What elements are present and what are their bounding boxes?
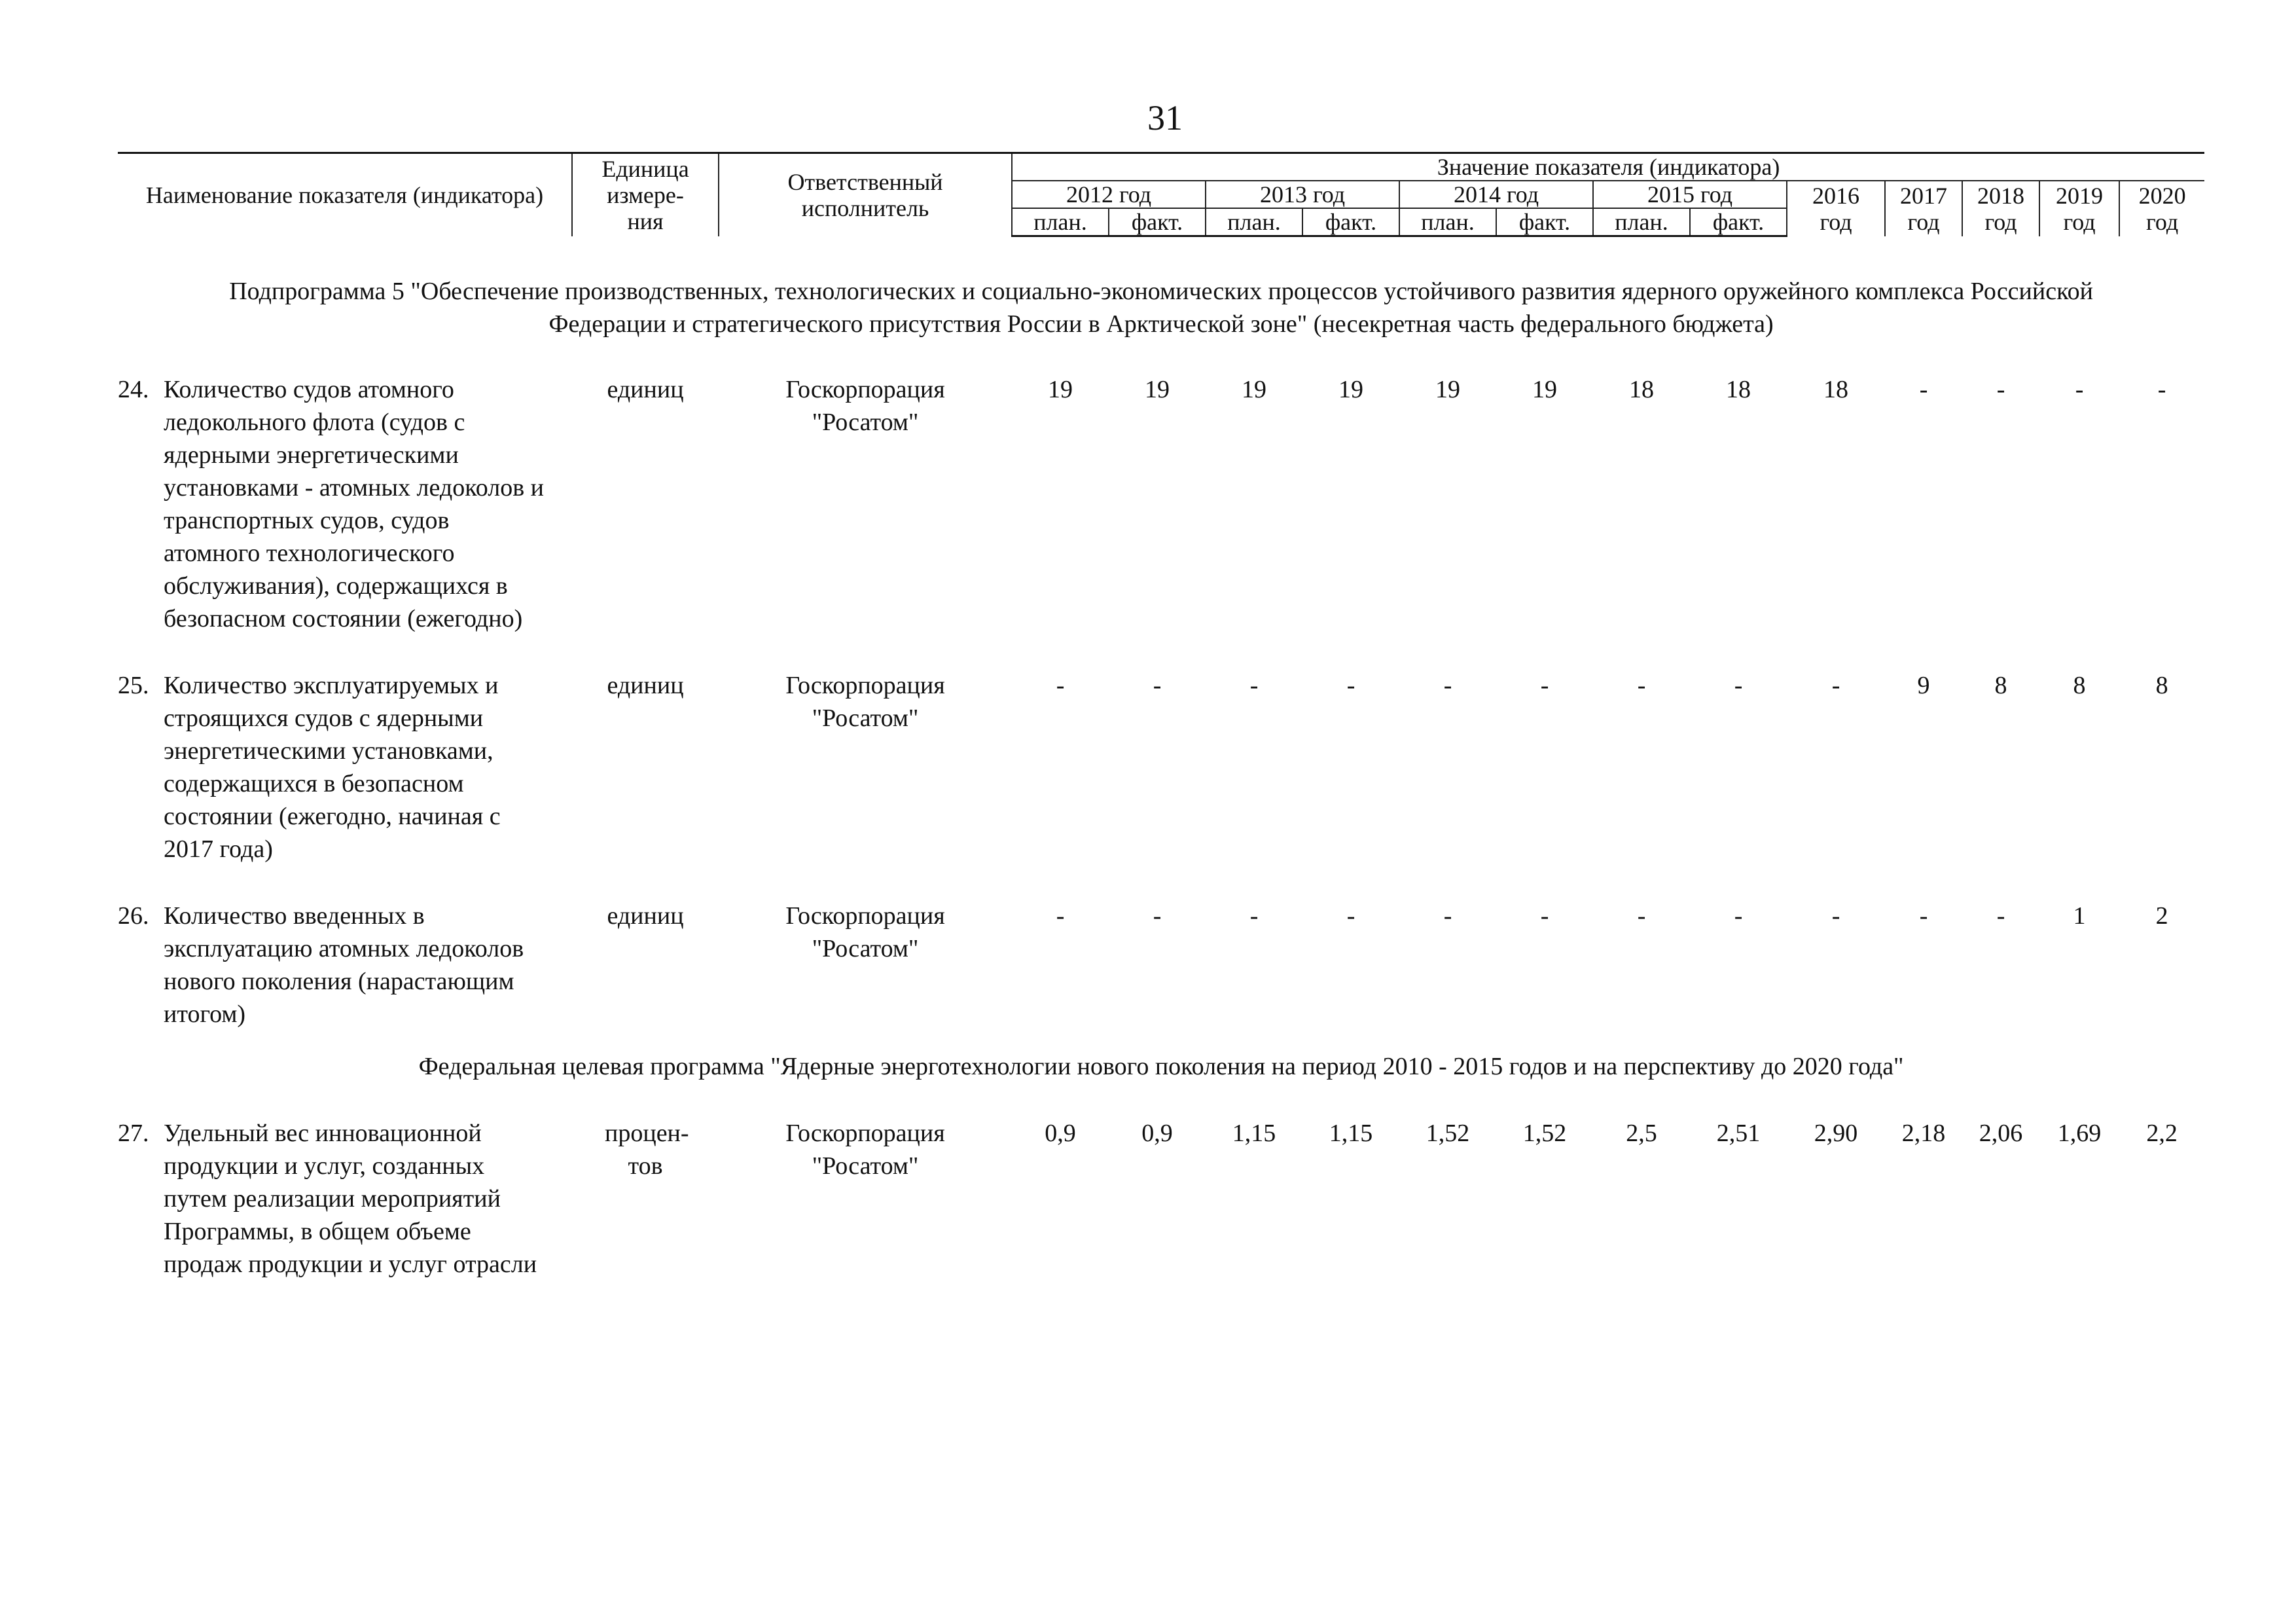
header-year-2020 — [2119, 181, 2204, 236]
header-year-2016-num: 2016 — [1812, 182, 1860, 209]
row-number: 25. — [118, 672, 149, 699]
value-2013-plan: 19 — [1242, 376, 1267, 403]
header-year-2019-word: год — [2063, 208, 2096, 235]
value-2019: 1,69 — [2057, 1120, 2102, 1147]
value-2020: 8 — [2155, 672, 2168, 699]
value-2013-plan: 1,15 — [1232, 1120, 1276, 1147]
value-2014-fact: 19 — [1532, 376, 1558, 403]
value-2012-plan: 19 — [1048, 376, 1073, 403]
value-2012-plan: 0,9 — [1045, 1120, 1076, 1147]
value-2013-fact: - — [1346, 902, 1355, 930]
value-2012-fact: 0,9 — [1141, 1120, 1173, 1147]
value-2014-fact: 1,52 — [1522, 1120, 1567, 1147]
value-2014-plan: 1,52 — [1426, 1120, 1470, 1147]
value-2017: 2,18 — [1901, 1120, 1946, 1147]
unit-cell: единиц — [607, 902, 684, 930]
value-2020: 2 — [2155, 902, 2168, 930]
section-title-row — [118, 1030, 2204, 1117]
row-gap — [118, 866, 2204, 900]
value-2018: 2,06 — [1979, 1120, 2023, 1147]
header-fact-2015: факт. — [1690, 208, 1787, 236]
section-title: Подпрограмма 5 "Обеспечение производственных, технологических и социально-экономических процессов устойчивого развития ядерного оружейного комплекса Российской Федерации и стратегического присутствия России в Арктической зоне" (несекретная часть федерального бюджета) — [229, 278, 2093, 338]
row-number: 24. — [118, 376, 149, 403]
value-2014-plan: - — [1443, 902, 1452, 930]
value-2017: 9 — [1917, 672, 1930, 699]
header-unit-line-2: измере- — [607, 181, 684, 208]
header-year-2016 — [1787, 181, 1885, 236]
header-year-2019-num: 2019 — [2056, 182, 2104, 209]
value-2018: - — [1996, 902, 2005, 930]
value-2016: 2,90 — [1814, 1120, 1858, 1147]
value-2019: 8 — [2073, 672, 2086, 699]
value-2012-plan: - — [1056, 672, 1065, 699]
header-unit — [572, 153, 719, 236]
value-2012-fact: - — [1153, 672, 1162, 699]
table-row — [118, 373, 2204, 635]
header-plan-2013: план. — [1206, 208, 1302, 236]
value-2015-fact: - — [1734, 902, 1743, 930]
value-2013-fact: - — [1346, 672, 1355, 699]
header-year-2015: 2015 год — [1593, 181, 1787, 208]
value-2016: - — [1831, 902, 1840, 930]
header-year-2018-num: 2018 — [1977, 182, 2025, 209]
row-number: 27. — [118, 1120, 149, 1147]
header-plan-2015: план. — [1593, 208, 1690, 236]
header-year-2014: 2014 год — [1399, 181, 1593, 208]
page-number: 31 — [1147, 98, 1183, 137]
value-2017: - — [1919, 376, 1928, 403]
indicators-table — [118, 152, 2204, 1281]
header-fact-2012: факт. — [1109, 208, 1206, 236]
value-2015-plan: 2,5 — [1626, 1120, 1657, 1147]
header-fact-2014: факт. — [1496, 208, 1593, 236]
value-2020: - — [2157, 376, 2166, 403]
header-year-2017-num: 2017 — [1900, 182, 1948, 209]
header-year-2016-word: год — [1820, 208, 1852, 235]
header-plan-2014: план. — [1399, 208, 1496, 236]
value-2013-plan: - — [1249, 902, 1259, 930]
row-gap — [118, 635, 2204, 669]
value-2020: 2,2 — [2146, 1120, 2178, 1147]
header-year-2013: 2013 год — [1206, 181, 1399, 208]
section-title: Федеральная целевая программа "Ядерные энерготехнологии нового поколения на период 2010 - 2015 годов и на перспективу до 2020 года" — [418, 1053, 1904, 1080]
table-row — [118, 900, 2204, 1030]
header-year-2018-word: год — [1984, 208, 2017, 235]
header-year-2018 — [1962, 181, 2039, 236]
value-2015-plan: 18 — [1629, 376, 1655, 403]
value-2018: 8 — [1994, 672, 2007, 699]
header-fact-2013: факт. — [1302, 208, 1399, 236]
value-2015-fact: 2,51 — [1716, 1120, 1761, 1147]
indicator-name: Удельный вес инновационной продукции и услуг, созданных путем реализации мероприятий Программы, в общем объеме продаж продукции и услуг отрасли — [164, 1120, 537, 1278]
table-row — [118, 669, 2204, 866]
unit-cell: процен-тов — [605, 1120, 689, 1180]
indicator-name: Количество судов атомного ледокольного флота (судов с ядерными энергетическими установками - атомных ледоколов и транспортных судов, судов атомного технологического обслуживания), содержащихся в безопасном состоянии (ежегодно) — [164, 376, 544, 632]
header-name: Наименование показателя (индикатора) — [118, 153, 572, 236]
unit-cell: единиц — [607, 672, 684, 699]
header-plan-2012: план. — [1012, 208, 1109, 236]
responsible-cell: Госкорпорация "Росатом" — [785, 1120, 945, 1180]
value-2012-fact: 19 — [1145, 376, 1170, 403]
value-2016: 18 — [1823, 376, 1849, 403]
table-row — [118, 1117, 2204, 1281]
section-title-row — [118, 236, 2204, 374]
value-2019: - — [2075, 376, 2084, 403]
value-2012-plan: - — [1056, 902, 1065, 930]
header-year-2017-word: год — [1907, 208, 1940, 235]
value-2014-fact: - — [1540, 902, 1549, 930]
value-2015-plan: - — [1637, 672, 1646, 699]
header-unit-line-3: ния — [627, 208, 664, 234]
value-2015-fact: - — [1734, 672, 1743, 699]
value-2014-plan: - — [1443, 672, 1452, 699]
indicator-name: Количество эксплуатируемых и строящихся судов с ядерными энергетическими установками, содержащихся в безопасном состоянии (ежегодно, начиная с 2017 года) — [164, 672, 501, 863]
value-2013-fact: 1,15 — [1329, 1120, 1373, 1147]
table-header — [118, 153, 2204, 236]
header-year-2020-num: 2020 — [2138, 182, 2186, 209]
responsible-cell: Госкорпорация "Росатом" — [785, 672, 945, 732]
value-2016: - — [1831, 672, 1840, 699]
row-number: 26. — [118, 902, 149, 930]
value-2014-plan: 19 — [1435, 376, 1461, 403]
header-values-group: Значение показателя (индикатора) — [1012, 153, 2204, 181]
value-2015-plan: - — [1637, 902, 1646, 930]
value-2015-fact: 18 — [1726, 376, 1751, 403]
value-2018: - — [1996, 376, 2005, 403]
responsible-cell: Госкорпорация "Росатом" — [785, 902, 945, 962]
unit-cell: единиц — [607, 376, 684, 403]
header-year-2017 — [1885, 181, 1962, 236]
header-year-2019 — [2039, 181, 2119, 236]
header-year-2020-word: год — [2146, 208, 2179, 235]
value-2019: 1 — [2073, 902, 2086, 930]
header-year-2012: 2012 год — [1012, 181, 1206, 208]
value-2013-plan: - — [1249, 672, 1259, 699]
value-2012-fact: - — [1153, 902, 1162, 930]
responsible-cell: Госкорпорация "Росатом" — [785, 376, 945, 436]
value-2013-fact: 19 — [1338, 376, 1364, 403]
table-body — [118, 236, 2204, 1281]
header-unit-line-1: Единица — [601, 155, 689, 182]
header-responsible: Ответственный исполнитель — [719, 153, 1012, 236]
indicator-name: Количество введенных в эксплуатацию атомных ледоколов нового поколения (нарастающим итогом) — [164, 902, 524, 1028]
value-2014-fact: - — [1540, 672, 1549, 699]
value-2017: - — [1919, 902, 1928, 930]
